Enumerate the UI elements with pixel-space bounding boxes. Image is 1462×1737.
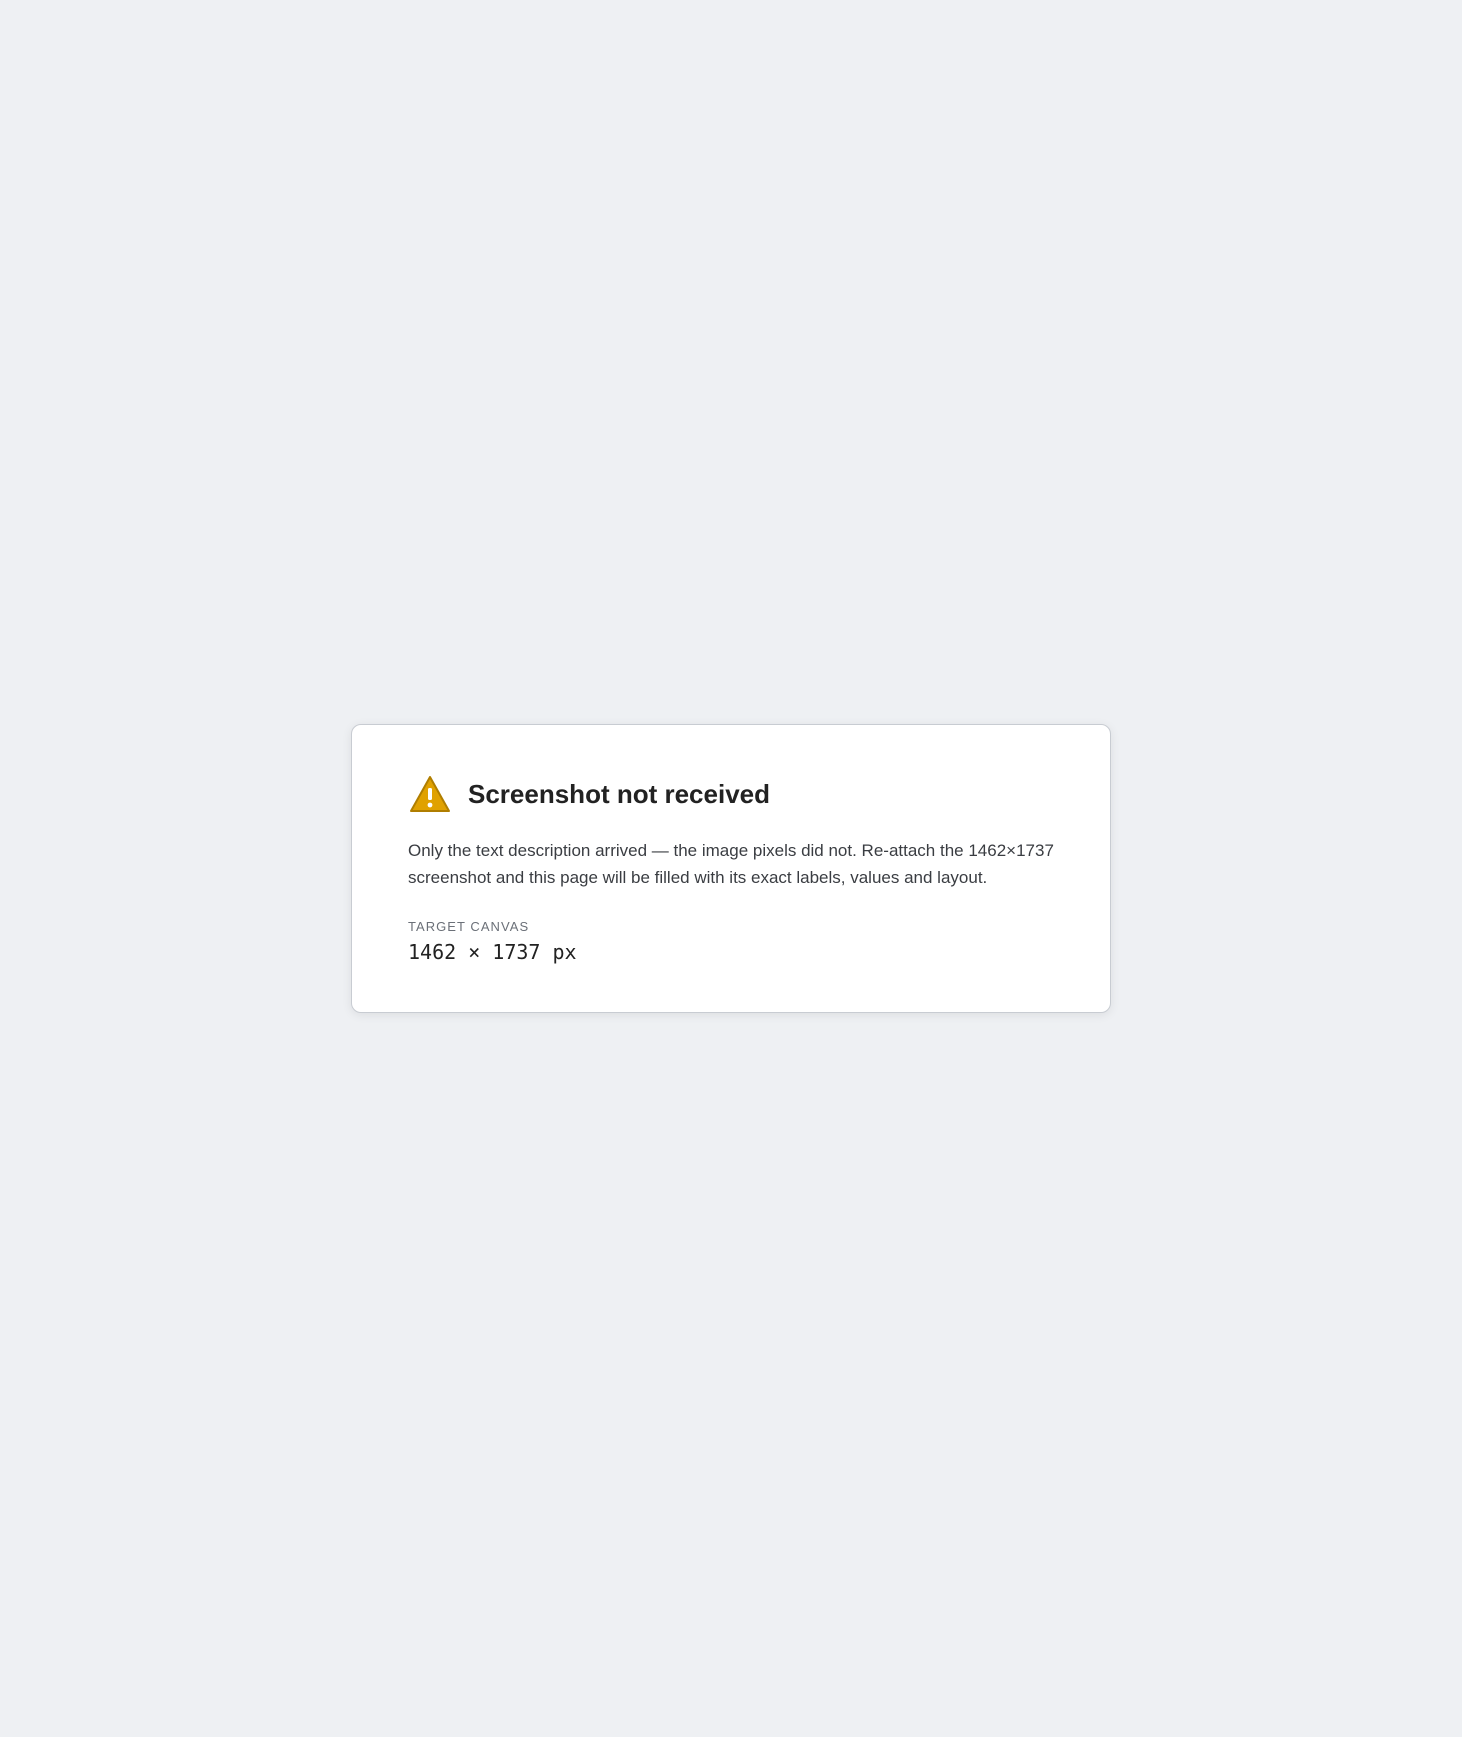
missing-image-notice xyxy=(351,724,1111,1013)
target-label: TARGET CANVAS xyxy=(408,919,530,935)
warning-icon xyxy=(408,773,452,817)
target-value: 1462 × 1737 px xyxy=(408,940,577,965)
notice-header xyxy=(408,773,1054,817)
notice-title: Screenshot not received xyxy=(468,779,770,810)
notice-message: Only the text description arrived — the image pixels did not. Re-attach the 1462×1737 screenshot and this page will be filled with its exact labels, values and layout. xyxy=(408,840,1054,887)
